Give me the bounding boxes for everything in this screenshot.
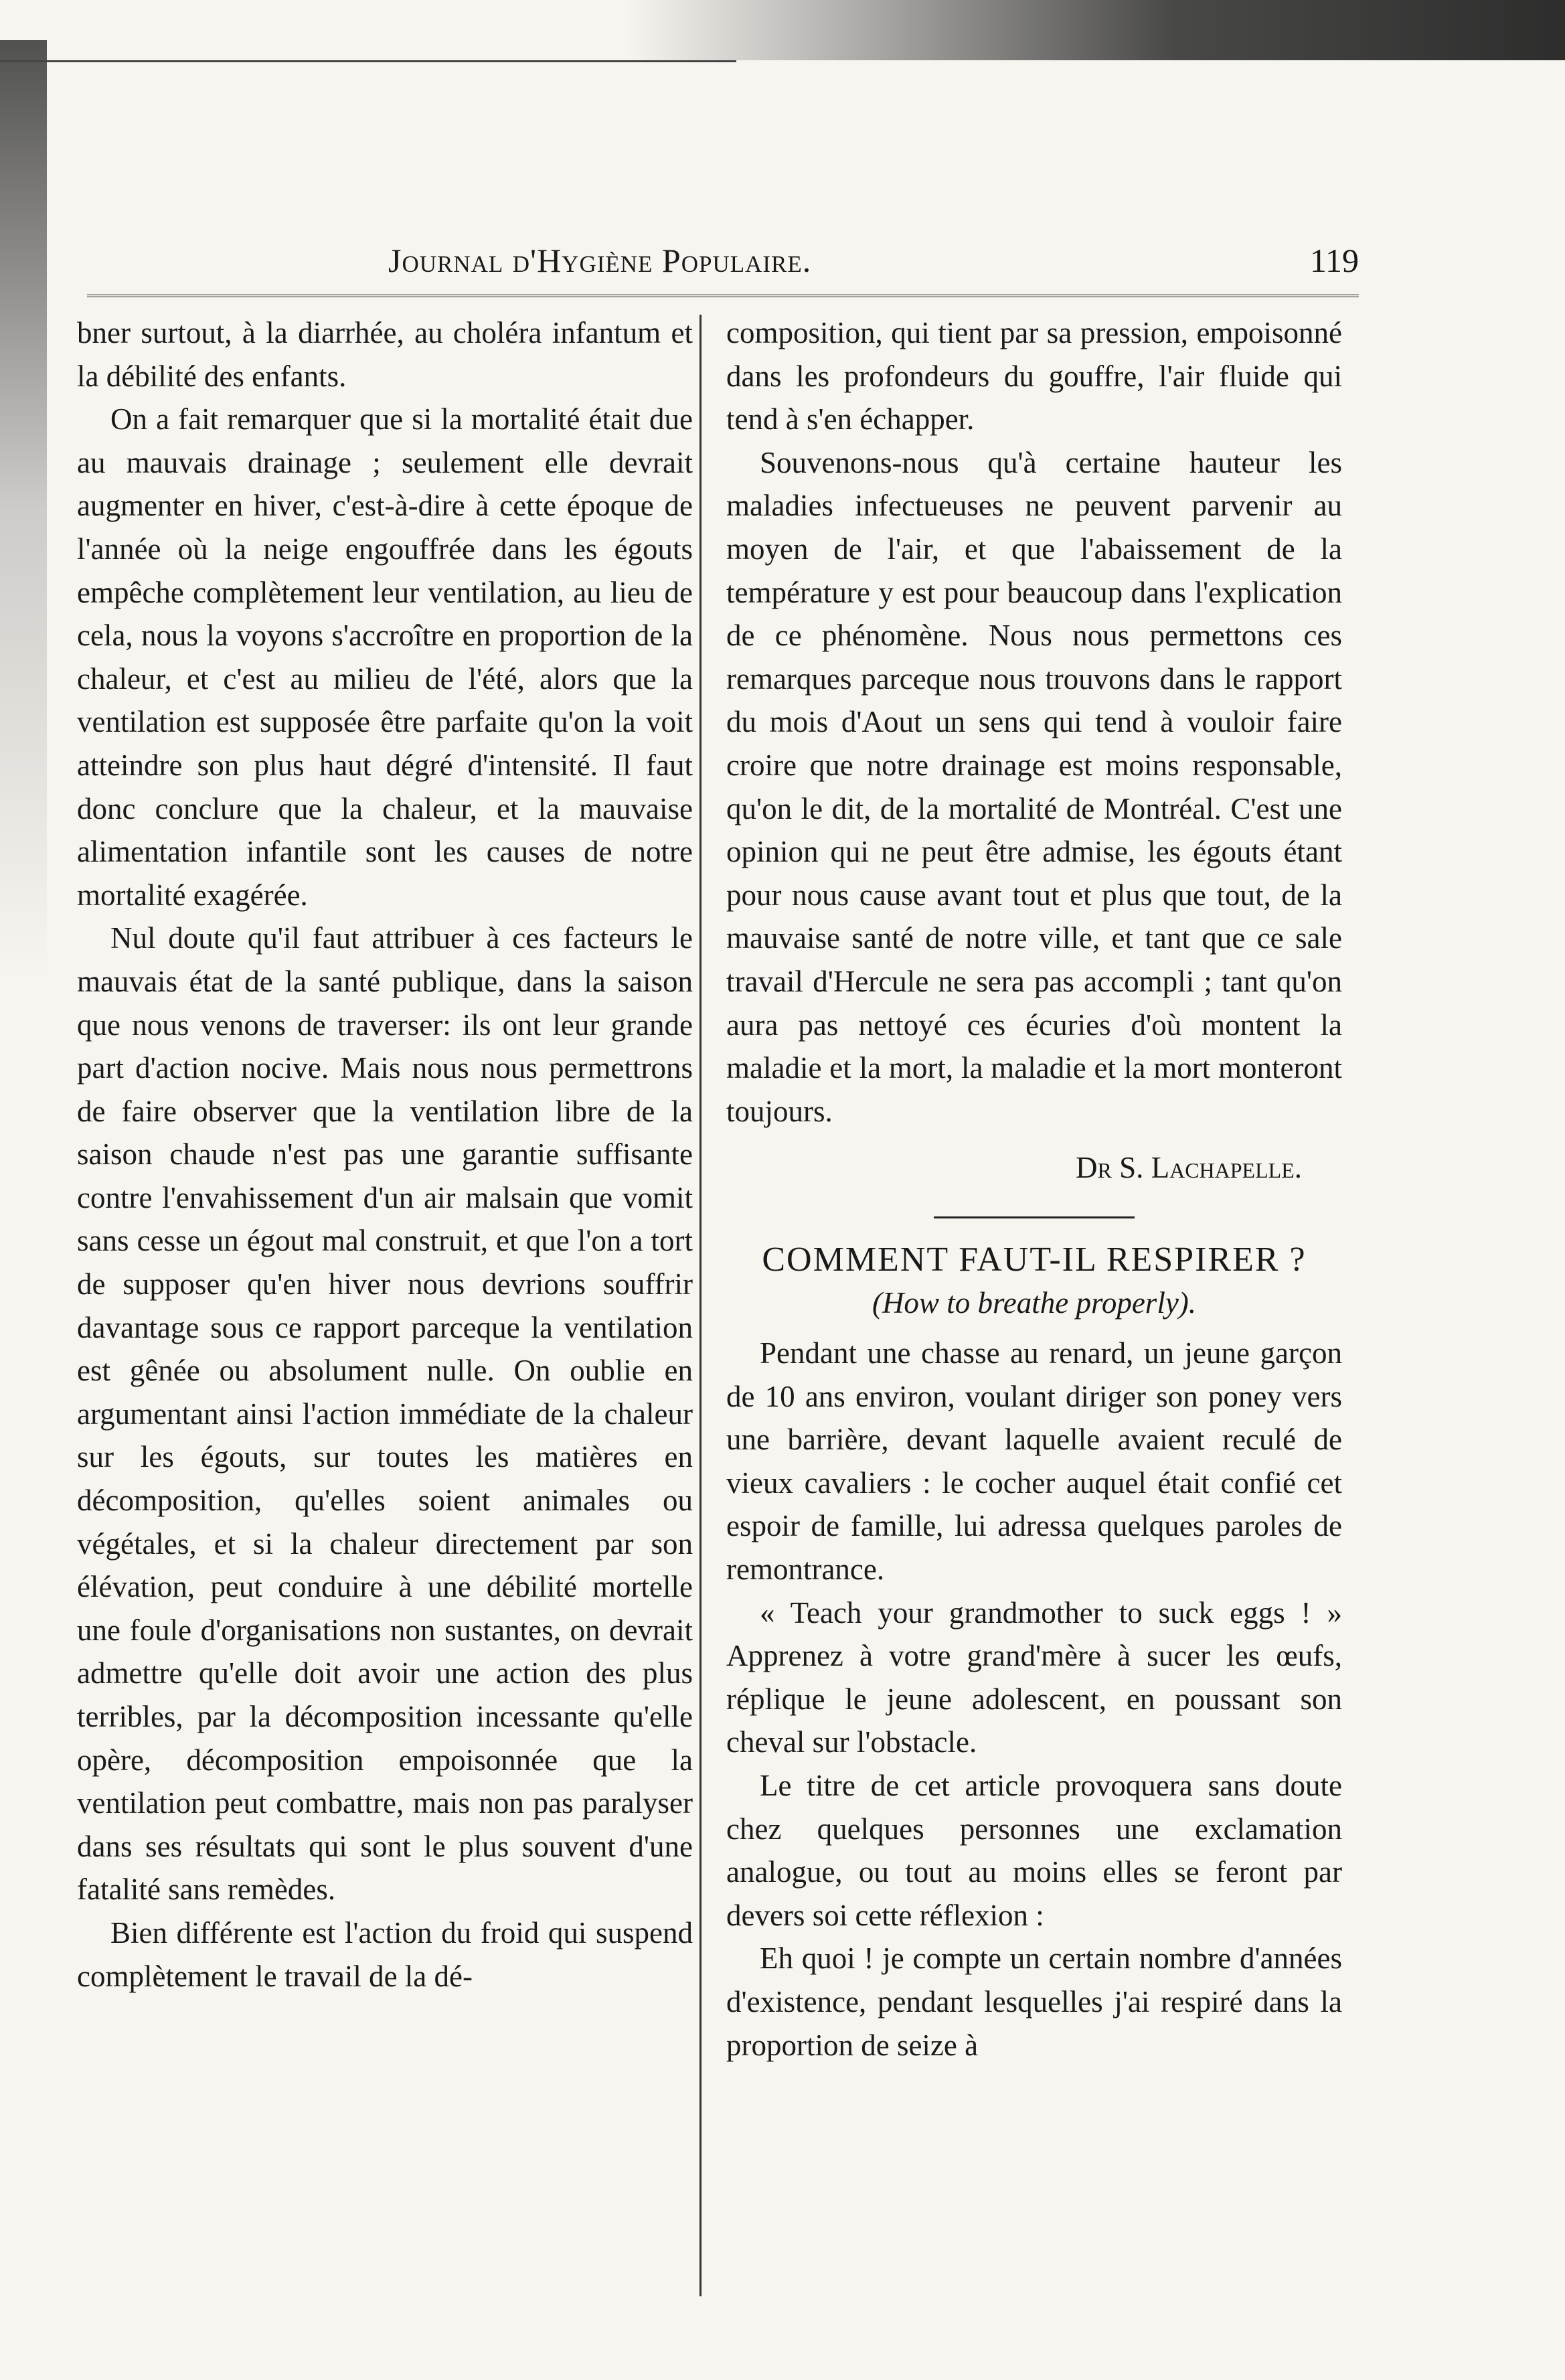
paragraph: Bien différente est l'action du froid qui suspend complètement le travail de la dé- (77, 1915, 693, 1993)
page-number: 119 (1309, 242, 1359, 279)
paragraph: « Teach your grandmother to suck eggs ! » Apprenez à votre grand'mère à sucer les œufs, réplique le jeune adolescent, en poussant son cheval sur l'obstacle. (726, 1595, 1342, 1759)
paragraph: Pendant une chasse au renard, un jeune garçon de 10 ans environ, voulant diriger son poney vers une barrière, devant laquelle avaient reculé de vieux cavaliers : le cocher auquel était confié cet espoir de famille, lui adressa quelques paroles de remontrance. (726, 1336, 1342, 1587)
section-title: COMMENT FAUT-IL RESPIRER ? (762, 1240, 1307, 1279)
paragraph: Nul doute qu'il faut attribuer à ces facteurs le mauvais état de la santé publique, dans la saison que nous venons de traverser: ils ont leur grande part d'action nocive. Mais nous nous permettrons de faire observer que la ventilation libre de la saison chaude n'est pas une garantie suffisante contre l'envahissement d'un air malsain que vomit sans cesse un égout mal construit, et que l'on a tort de supposer qu'en hiver nous devrions souffrir davantage sous ce rapport parceque la ventilation est gênée ou absolument nulle. On oublie en argumentant ainsi l'action immédiate de la chaleur sur les égouts, sur toutes les matières en décomposition, qu'elles soient animales ou végétales, et si la chaleur directement par son élévation, peut conduire à une débilité mortelle une foule d'organisations non sustantes, on devrait admettre qu'elle doit avoir une action des plus terribles, par la décomposition incessante qu'elle opère, décomposition empoisonnée que la ventilation peut combattre, mais non pas paralyser dans ses résultats qui sont le plus souvent d'une fatalité sans remèdes. (77, 921, 693, 1907)
paragraph: composition, qui tient par sa pression, empoisonné dans les profondeurs du gouffre, l'air fluide qui tend à s'en échapper. (726, 316, 1342, 437)
paragraph: Le titre de cet article provoquera sans doute chez quelques personnes une exclamation analogue, ou tout au moins elles se feront par devers soi cette réflexion : (726, 1769, 1342, 1932)
section-rule (934, 1216, 1135, 1218)
running-header (87, 241, 1359, 288)
header-rule (87, 295, 1359, 301)
left-column (77, 311, 693, 1998)
scan-edge-top (0, 0, 1565, 60)
section-subtitle: (How to breathe properly). (872, 1286, 1197, 1320)
paragraph: On a fait remarquer que si la mortalité était due au mauvais drainage ; seulement elle devrait augmenter en hiver, c'est-à-dire à cette époque de l'année où la neige engouffrée dans les égouts empêche complètement leur ventilation, au lieu de cela, nous la voyons s'accroître en proportion de la chaleur, et c'est au milieu de l'été, alors que la ventilation est supposée être parfaite qu'on la voit atteindre son plus haut dégré d'intensité. Il faut donc conclure que la chaleur, et la mauvaise alimentation infantile sont les causes de notre mortalité exagérée. (77, 402, 693, 912)
journal-title: Journal d'Hygiène Populaire. (388, 242, 812, 279)
right-column (726, 311, 1342, 2067)
paragraph: Souvenons-nous qu'à certaine hauteur les maladies infectueuses ne peuvent parvenir au moyen de l'air, et que l'abaissement de la température y est pour beaucoup dans l'explication de ce phénomène. Nous nous permettons ces remarques parceque nous trouvons dans le rapport du mois d'Aout un sens qui tend à vouloir faire croire que notre drainage est moins responsable, qu'on le dit, de la mortalité de Montréal. C'est une opinion qui ne peut être admise, les égouts étant pour nous cause avant tout et plus que tout, de la mauvaise santé de notre ville, et tant que ce sale travail d'Hercule ne sera pas accompli ; tant qu'on aura pas nettoyé ces écuries d'où montent la maladie et la mort, la maladie et la mort monteront toujours. (726, 445, 1342, 1128)
paragraph: Eh quoi ! je compte un certain nombre d'années d'existence, pendant lesquelles j'ai respiré dans la proportion de seize à (726, 1941, 1342, 2062)
paragraph: bner surtout, à la diarrhée, au choléra infantum et la débilité des enfants. (77, 316, 693, 393)
author-signature: Dr S. Lachapelle. (1075, 1151, 1302, 1185)
scan-rule (0, 60, 736, 62)
column-divider (699, 315, 702, 2296)
scan-edge-left (0, 40, 47, 977)
